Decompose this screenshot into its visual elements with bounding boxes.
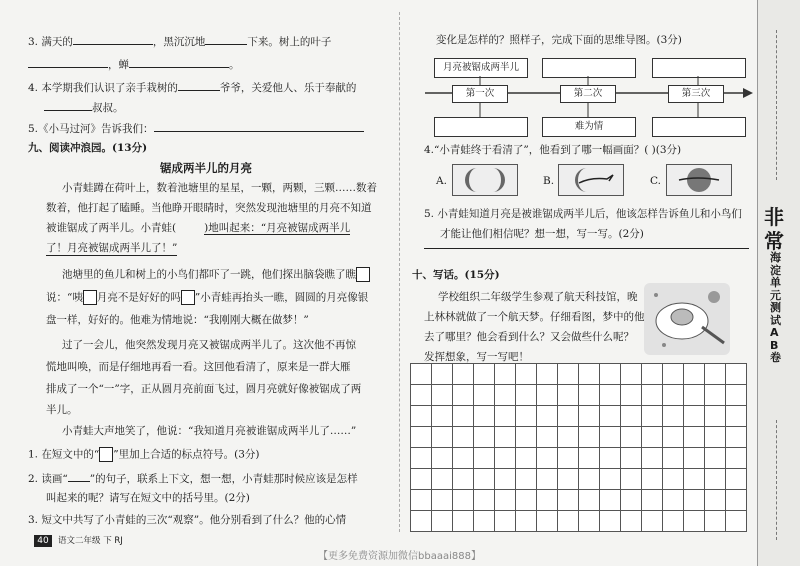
mindmap-bottom-box: 难为情 bbox=[542, 117, 636, 137]
option-c-label[interactable]: C. bbox=[650, 175, 661, 187]
watermark-text: 【更多免费资源加微信bbaaai888】 bbox=[318, 551, 481, 562]
section-9-heading: 九、阅读冲浪园。(13分) bbox=[28, 142, 148, 154]
option-b-label[interactable]: B. bbox=[543, 175, 555, 187]
mindmap-top-box: 月亮被锯成两半儿 bbox=[434, 58, 528, 78]
writing-prompt-line: 去了哪里？他会看到什么？又会做些什么呢？ bbox=[424, 331, 634, 343]
full-moon-geese-icon bbox=[667, 165, 731, 195]
para3-line: 慌地叫唤，而是仔细地再看一看。这回他看清了，原来是一群大雁 bbox=[46, 361, 351, 373]
para1-line: 数着，他打起了瞌睡。当他睁开眼睛时，突然发现池塘里的月亮不知道 bbox=[46, 202, 372, 214]
punctuation-box[interactable] bbox=[356, 267, 370, 282]
question-1: 1. 在短文中的“ ”里加上合适的标点符号。(3分) bbox=[28, 448, 260, 461]
answer-line[interactable] bbox=[424, 248, 749, 249]
para1-line: 了！月亮被锯成两半儿了！” bbox=[46, 242, 178, 254]
para4-line: 小青蛙大声地笑了，他说：“我知道月亮被谁锯成两半儿了……” bbox=[62, 425, 357, 437]
page-number: 40 bbox=[34, 535, 52, 547]
para2-line: 池塘里的鱼儿和树上的小鸟们都吓了一跳，他们探出脑袋瞧了瞧 bbox=[62, 267, 370, 282]
q4-line2: 叔叔。 bbox=[44, 99, 124, 115]
brand-logo-text: 非常 bbox=[764, 205, 784, 253]
mindmap-top-box[interactable] bbox=[542, 58, 636, 78]
mindmap-first-label: 第一次 bbox=[452, 85, 508, 103]
para2-line: 说：“咦 月亮不是好好的吗 ”小青蛙再抬头一瞧，圆圆的月亮像银 bbox=[46, 291, 369, 304]
para3-line: 过了一会儿，他突然发现月亮又被锯成两半儿了。这次他不再惊 bbox=[62, 339, 356, 351]
q3-line1: 3. 满天的 ，黑沉沉地 下来。树上的叶子 bbox=[28, 33, 331, 49]
mindmap-top-box[interactable] bbox=[652, 58, 746, 78]
q5-line: 5.《小马过河》告诉我们： bbox=[28, 120, 364, 136]
option-a-image[interactable] bbox=[452, 164, 518, 196]
writing-prompt-line: 发挥想象，写一写吧！ bbox=[424, 351, 529, 363]
story-title: 锯成两半儿的月亮 bbox=[160, 161, 252, 175]
question-3: 3. 短文中共写了小青蛙的三次“观察”。他分别看到了什么？他的心情 bbox=[28, 514, 347, 526]
mindmap-third-label: 第三次 bbox=[668, 85, 724, 103]
para1-line: 被谁锯成了两半儿。小青蛙( )地叫起来：“月亮被锯成两半儿 bbox=[46, 222, 351, 234]
split-moon-icon bbox=[453, 165, 517, 195]
question-2: 2. 读画“ ”的句子，联系上下文，想一想，小青蛙那时候应该是怎样 bbox=[28, 470, 358, 486]
book-spine-bar bbox=[757, 0, 800, 566]
question-5-line2: 才能让他们相信呢？想一想，写一写。(2分) bbox=[440, 228, 644, 240]
q3-continued: 变化是怎样的？照样子，完成下面的思维导图。(3分) bbox=[436, 34, 682, 46]
punctuation-box[interactable] bbox=[181, 290, 195, 305]
crescent-geese-icon bbox=[559, 165, 623, 195]
rocket-icon bbox=[644, 283, 730, 355]
writing-grid[interactable] bbox=[410, 363, 747, 532]
option-c-image[interactable] bbox=[666, 164, 732, 196]
page-footer: 语文二年级 下 RJ bbox=[58, 536, 123, 546]
para2-line: 盘一样，好好的。他难为情地说：“我刚刚大概在做梦！” bbox=[46, 314, 309, 326]
mindmap-second-label: 第二次 bbox=[560, 85, 616, 103]
writing-prompt-line: 上林林就做了一个航天梦。仔细看图，梦中的他 bbox=[424, 311, 645, 323]
para1-line: 小青蛙蹲在荷叶上，数着池塘里的星星，一颗，两颗，三颗……数着 bbox=[62, 182, 377, 194]
question-5: 5. 小青蛙知道月亮是被谁锯成两半儿后，他该怎样告诉鱼儿和小鸟们 bbox=[424, 208, 742, 220]
series-title: 海淀单元测试AB卷 bbox=[770, 251, 781, 364]
q4-line1: 4. 本学期我们认识了亲手栽树的 爷爷，关爱他人、乐于奉献的 bbox=[28, 79, 356, 95]
spaceship-illustration bbox=[644, 283, 730, 355]
writing-prompt-line: 学校组织二年级学生参观了航天科技馆，晚 bbox=[438, 291, 638, 303]
option-a-label[interactable]: A. bbox=[436, 175, 447, 187]
punctuation-box[interactable] bbox=[83, 290, 97, 305]
question-2-line2: 叫起来的呢？请写在短文中的括号里。(2分) bbox=[46, 492, 250, 504]
q3-line2: ，蝉 。 bbox=[28, 56, 240, 72]
option-b-image[interactable] bbox=[558, 164, 624, 196]
para3-line: 排成了一个“一”字，正从圆月亮前面飞过，圆月亮就好像被锯成了两 bbox=[46, 383, 362, 395]
section-10-heading: 十、写话。(15分) bbox=[412, 269, 500, 281]
example-box-icon bbox=[99, 447, 113, 462]
para3-line: 半儿。 bbox=[46, 404, 78, 416]
page-divider bbox=[399, 12, 400, 532]
mindmap-bottom-box[interactable] bbox=[434, 117, 528, 137]
mindmap-bottom-box[interactable] bbox=[652, 117, 746, 137]
cut-line bbox=[776, 420, 777, 540]
cut-line bbox=[776, 30, 777, 180]
question-4: 4.“小青蛙终于看清了”，他看到了哪一幅画面？( )(3分) bbox=[424, 144, 682, 156]
